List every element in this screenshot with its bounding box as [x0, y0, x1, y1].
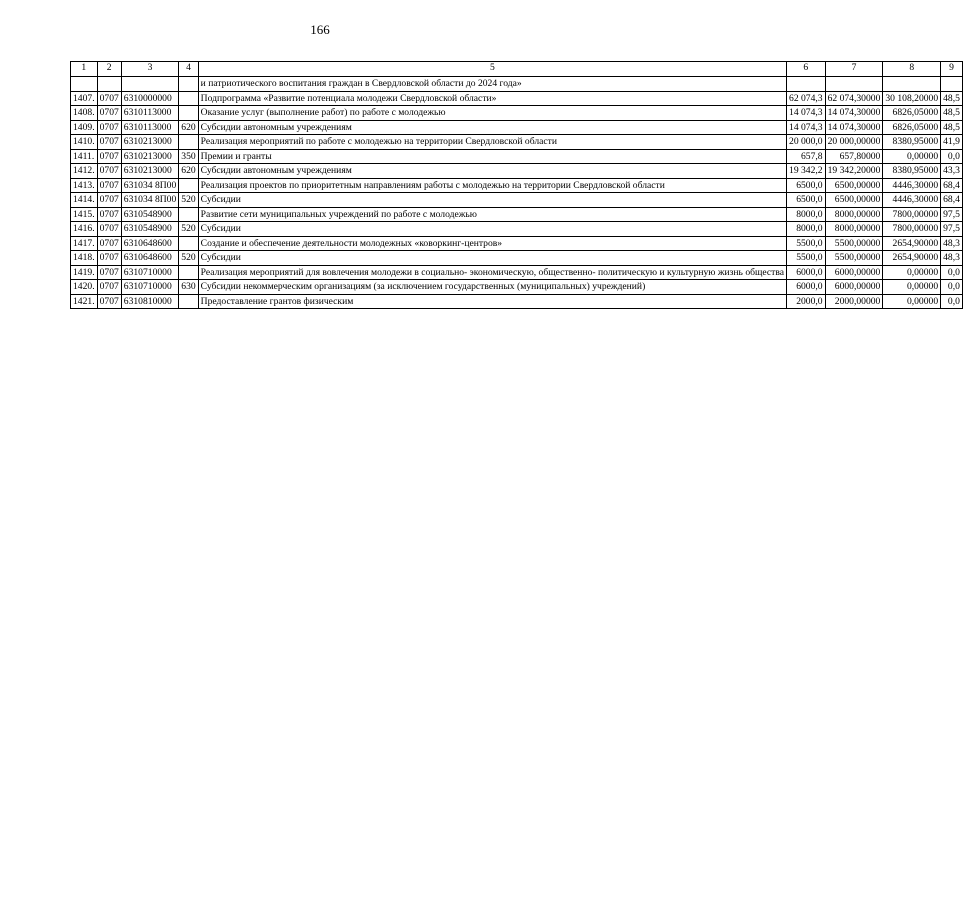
approved-amount-cell: 657,8: [787, 149, 826, 164]
section-code-cell: 0707: [97, 280, 121, 295]
item-name-cell: Реализация мероприятий для вовлечения молодежи в социально- экономическую, общественно- политическую и культурную жизнь общества: [198, 265, 786, 280]
row-number-cell: 1417.: [71, 236, 98, 251]
column-header: 7: [825, 62, 883, 77]
adjusted-amount-cell: 8000,00000: [825, 222, 883, 237]
row-number-cell: [71, 77, 98, 92]
section-code-cell: 0707: [97, 236, 121, 251]
budget-table: [70, 61, 963, 309]
section-code-cell: 0707: [97, 207, 121, 222]
expense-type-cell: [179, 207, 198, 222]
item-name-cell: Субсидии некоммерческим организациям (за исключением государственных (муниципальных) учреждений): [198, 280, 786, 295]
item-name-cell: Реализация мероприятий по работе с молодежью на территории Свердловской области: [198, 135, 786, 150]
expense-type-cell: 620: [179, 120, 198, 135]
target-article-cell: 6310000000: [121, 91, 179, 106]
approved-amount-cell: 5500,0: [787, 236, 826, 251]
section-code-cell: [97, 77, 121, 92]
percent-cell: 48,5: [941, 120, 963, 135]
approved-amount-cell: 8000,0: [787, 207, 826, 222]
adjusted-amount-cell: [825, 77, 883, 92]
approved-amount-cell: 5500,0: [787, 251, 826, 266]
percent-cell: 41,9: [941, 135, 963, 150]
adjusted-amount-cell: 20 000,00000: [825, 135, 883, 150]
column-header: 3: [121, 62, 179, 77]
section-code-cell: 0707: [97, 265, 121, 280]
approved-amount-cell: 6000,0: [787, 280, 826, 295]
expense-type-cell: [179, 294, 198, 309]
row-number-cell: 1411.: [71, 149, 98, 164]
expense-type-cell: 520: [179, 251, 198, 266]
percent-cell: 48,3: [941, 236, 963, 251]
column-header: 9: [941, 62, 963, 77]
adjusted-amount-cell: 6000,00000: [825, 280, 883, 295]
executed-amount-cell: 0,00000: [883, 280, 941, 295]
table-row: [71, 77, 963, 92]
column-header: 1: [71, 62, 98, 77]
table-row: [71, 106, 963, 121]
section-code-cell: 0707: [97, 178, 121, 193]
adjusted-amount-cell: 6000,00000: [825, 265, 883, 280]
expense-type-cell: 520: [179, 193, 198, 208]
target-article-cell: 6310548900: [121, 222, 179, 237]
executed-amount-cell: 6826,05000: [883, 120, 941, 135]
section-code-cell: 0707: [97, 164, 121, 179]
expense-type-cell: 630: [179, 280, 198, 295]
adjusted-amount-cell: 6500,00000: [825, 178, 883, 193]
row-number-cell: 1412.: [71, 164, 98, 179]
item-name-cell: Субсидии автономным учреждениям: [198, 164, 786, 179]
percent-cell: 48,5: [941, 91, 963, 106]
table-row: [71, 193, 963, 208]
percent-cell: [941, 77, 963, 92]
approved-amount-cell: 20 000,0: [787, 135, 826, 150]
page-number: 166: [310, 22, 330, 37]
percent-cell: 48,3: [941, 251, 963, 266]
row-number-cell: 1420.: [71, 280, 98, 295]
section-code-cell: 0707: [97, 135, 121, 150]
table-row: [71, 280, 963, 295]
table-row: [71, 294, 963, 309]
row-number-cell: 1416.: [71, 222, 98, 237]
item-name-cell: Создание и обеспечение деятельности молодежных «коворкинг-центров»: [198, 236, 786, 251]
adjusted-amount-cell: 14 074,30000: [825, 120, 883, 135]
expense-type-cell: 620: [179, 164, 198, 179]
executed-amount-cell: 2654,90000: [883, 251, 941, 266]
adjusted-amount-cell: 6500,00000: [825, 193, 883, 208]
target-article-cell: 6310113000: [121, 120, 179, 135]
column-header: 2: [97, 62, 121, 77]
row-number-cell: 1419.: [71, 265, 98, 280]
target-article-cell: 6310213000: [121, 135, 179, 150]
approved-amount-cell: 14 074,3: [787, 106, 826, 121]
row-number-cell: 1409.: [71, 120, 98, 135]
row-number-cell: 1415.: [71, 207, 98, 222]
executed-amount-cell: 4446,30000: [883, 193, 941, 208]
percent-cell: 0,0: [941, 149, 963, 164]
percent-cell: 68,4: [941, 178, 963, 193]
adjusted-amount-cell: 5500,00000: [825, 251, 883, 266]
executed-amount-cell: 8380,95000: [883, 164, 941, 179]
row-number-cell: 1421.: [71, 294, 98, 309]
item-name-cell: Премии и гранты: [198, 149, 786, 164]
target-article-cell: 6310213000: [121, 149, 179, 164]
table-row: [71, 207, 963, 222]
table-row: [71, 149, 963, 164]
table-row: [71, 222, 963, 237]
row-number-cell: 1414.: [71, 193, 98, 208]
target-article-cell: [121, 77, 179, 92]
target-article-cell: 6310710000: [121, 280, 179, 295]
table-row: [71, 164, 963, 179]
expense-type-cell: [179, 135, 198, 150]
target-article-cell: 6310648600: [121, 236, 179, 251]
percent-cell: 0,0: [941, 280, 963, 295]
percent-cell: 97,5: [941, 207, 963, 222]
column-header: 4: [179, 62, 198, 77]
item-name-cell: и патриотического воспитания граждан в Свердловской области до 2024 года»: [198, 77, 786, 92]
approved-amount-cell: 6000,0: [787, 265, 826, 280]
percent-cell: 43,3: [941, 164, 963, 179]
table-row: [71, 91, 963, 106]
expense-type-cell: 350: [179, 149, 198, 164]
table-row: [71, 178, 963, 193]
target-article-cell: 6310548900: [121, 207, 179, 222]
table-header-row: [71, 62, 963, 77]
expense-type-cell: [179, 236, 198, 251]
executed-amount-cell: 30 108,20000: [883, 91, 941, 106]
percent-cell: 0,0: [941, 294, 963, 309]
target-article-cell: 6310810000: [121, 294, 179, 309]
section-code-cell: 0707: [97, 294, 121, 309]
executed-amount-cell: 6826,05000: [883, 106, 941, 121]
section-code-cell: 0707: [97, 251, 121, 266]
item-name-cell: Субсидии: [198, 193, 786, 208]
section-code-cell: 0707: [97, 149, 121, 164]
expense-type-cell: [179, 77, 198, 92]
column-header: 8: [883, 62, 941, 77]
expense-type-cell: [179, 106, 198, 121]
executed-amount-cell: 0,00000: [883, 265, 941, 280]
approved-amount-cell: 2000,0: [787, 294, 826, 309]
percent-cell: 68,4: [941, 193, 963, 208]
section-code-cell: 0707: [97, 222, 121, 237]
executed-amount-cell: 4446,30000: [883, 178, 941, 193]
approved-amount-cell: 62 074,3: [787, 91, 826, 106]
adjusted-amount-cell: 2000,00000: [825, 294, 883, 309]
adjusted-amount-cell: 14 074,30000: [825, 106, 883, 121]
approved-amount-cell: 19 342,2: [787, 164, 826, 179]
table-row: [71, 265, 963, 280]
executed-amount-cell: 0,00000: [883, 294, 941, 309]
adjusted-amount-cell: 8000,00000: [825, 207, 883, 222]
item-name-cell: Оказание услуг (выполнение работ) по работе с молодежью: [198, 106, 786, 121]
item-name-cell: Развитие сети муниципальных учреждений по работе с молодежью: [198, 207, 786, 222]
table-body: [71, 77, 963, 309]
executed-amount-cell: 0,00000: [883, 149, 941, 164]
row-number-cell: 1407.: [71, 91, 98, 106]
row-number-cell: 1418.: [71, 251, 98, 266]
section-code-cell: 0707: [97, 106, 121, 121]
expense-type-cell: [179, 178, 198, 193]
table-row: [71, 120, 963, 135]
approved-amount-cell: 6500,0: [787, 193, 826, 208]
expense-type-cell: [179, 265, 198, 280]
row-number-cell: 1408.: [71, 106, 98, 121]
row-number-cell: 1410.: [71, 135, 98, 150]
column-header: 5: [198, 62, 786, 77]
target-article-cell: 631034 8П00: [121, 193, 179, 208]
target-article-cell: 6310213000: [121, 164, 179, 179]
item-name-cell: Субсидии: [198, 251, 786, 266]
item-name-cell: Реализация проектов по приоритетным направлениям работы с молодежью на территории Свердловской области: [198, 178, 786, 193]
percent-cell: 0,0: [941, 265, 963, 280]
table-row: [71, 236, 963, 251]
expense-type-cell: 520: [179, 222, 198, 237]
item-name-cell: Подпрограмма «Развитие потенциала молодежи Свердловской области»: [198, 91, 786, 106]
executed-amount-cell: 7800,00000: [883, 222, 941, 237]
percent-cell: 48,5: [941, 106, 963, 121]
executed-amount-cell: 2654,90000: [883, 236, 941, 251]
percent-cell: 97,5: [941, 222, 963, 237]
section-code-cell: 0707: [97, 193, 121, 208]
adjusted-amount-cell: 657,80000: [825, 149, 883, 164]
approved-amount-cell: 6500,0: [787, 178, 826, 193]
column-header: 6: [787, 62, 826, 77]
approved-amount-cell: 14 074,3: [787, 120, 826, 135]
executed-amount-cell: 8380,95000: [883, 135, 941, 150]
section-code-cell: 0707: [97, 120, 121, 135]
item-name-cell: Субсидии автономным учреждениям: [198, 120, 786, 135]
target-article-cell: 631034 8П00: [121, 178, 179, 193]
approved-amount-cell: 8000,0: [787, 222, 826, 237]
executed-amount-cell: [883, 77, 941, 92]
table-row: [71, 251, 963, 266]
section-code-cell: 0707: [97, 91, 121, 106]
table-row: [71, 135, 963, 150]
adjusted-amount-cell: 62 074,30000: [825, 91, 883, 106]
expense-type-cell: [179, 91, 198, 106]
item-name-cell: Предоставление грантов физическим: [198, 294, 786, 309]
row-number-cell: 1413.: [71, 178, 98, 193]
adjusted-amount-cell: 19 342,20000: [825, 164, 883, 179]
adjusted-amount-cell: 5500,00000: [825, 236, 883, 251]
executed-amount-cell: 7800,00000: [883, 207, 941, 222]
target-article-cell: 6310648600: [121, 251, 179, 266]
target-article-cell: 6310113000: [121, 106, 179, 121]
item-name-cell: Субсидии: [198, 222, 786, 237]
target-article-cell: 6310710000: [121, 265, 179, 280]
approved-amount-cell: [787, 77, 826, 92]
